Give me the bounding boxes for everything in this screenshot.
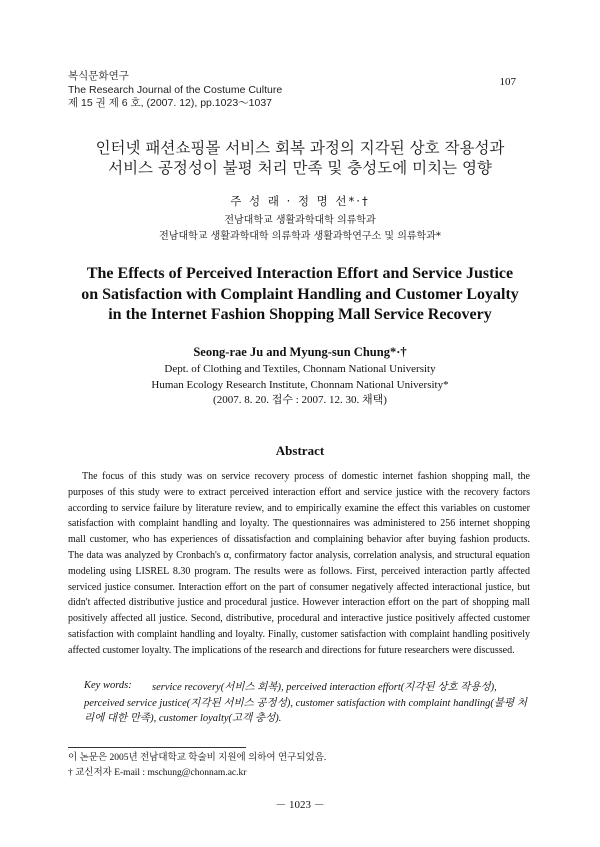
title-ko-line2: 서비스 공정성이 불평 처리 만족 및 충성도에 미치는 영향 bbox=[108, 159, 492, 177]
title-en-line1: The Effects of Perceived Interaction Effort and Service Justice bbox=[86, 265, 514, 282]
title-english bbox=[0, 264, 600, 326]
journal-name-ko: 복식문화연구 bbox=[68, 70, 129, 82]
authors-korean: 주 성 래 · 정 명 선*·† bbox=[230, 194, 370, 208]
authors-english: Seong-rae Ju and Myung-sun Chung*·† bbox=[193, 345, 407, 359]
affiliations-english bbox=[0, 362, 600, 409]
journal-header bbox=[68, 70, 282, 111]
abstract-body: The focus of this study was on service recovery process of domestic internet fashion shopping mall, the purposes of this study were to extract perceived interaction effort and service justice with the recovery factors according to service failure by literature review, and to empirically examine the effect this variables on customer satisfaction with complaint handling and loyalty. The questionnaires was administered to 256 internet shopping mall customer, who has experiences of dissatisfaction and complaining behavior after buying fashion products. The data was analyzed by Cronbach's α, confirmatory factor analysis, correlation analysis, and structural equation modeling using LISREL 8.30 program. The results were as follows. First, perceived interaction partly affected serviced justice consumer. Interaction effort on the part of consumer negatively affected interactional justice, but didn't affected distributive justice and procedural justice. However interaction effort on the part of shopping mall positively affected all justice. Second, distributive, procedural and interactive justice positively affected customer satisfaction with complaint handling and loyalty. Finally, customer satisfaction with complaint handling positively affected customer loyalty. The implications of the research and directions for future researchers were discussed. bbox=[68, 471, 530, 656]
abstract-heading: Abstract bbox=[275, 443, 325, 458]
journal-volume: 제 15 권 제 6 호, (2007. 12), pp.1023～1037 bbox=[68, 97, 273, 109]
title-en-line2: on Satisfaction with Complaint Handling and Customer Loyalty bbox=[81, 285, 519, 303]
keywords-label: Key words: bbox=[84, 680, 132, 691]
affil-en-line1: Dept. of Clothing and Textiles, Chonnam National University bbox=[164, 363, 436, 375]
affil-en-line2: Human Ecology Research Institute, Chonnam National University* bbox=[151, 378, 449, 391]
footnote-divider bbox=[68, 747, 246, 748]
received-dates: (2007. 8. 20. 접수 : 2007. 12. 30. 채택) bbox=[213, 394, 387, 406]
title-korean bbox=[0, 138, 600, 178]
footnote-corresponding: † 교신저자 E-mail : mschung@chonnam.ac.kr bbox=[68, 768, 247, 778]
affiliations-korean bbox=[0, 213, 600, 244]
affil-ko-line1: 전남대학교 생활과학대학 의류학과 bbox=[224, 215, 376, 226]
journal-name-en: The Research Journal of the Costume Culture bbox=[68, 83, 283, 96]
keywords-text: service recovery(서비스 회복), perceived interaction effort(지각된 상호 작용성), perceived service justice(지각된 서비스 공정성), customer satisfaction with complaint handling(불평 처리에 대한 만족), customer loyalty(고객 충성). bbox=[84, 682, 527, 724]
page-number-footer: － 1023 － bbox=[275, 799, 325, 811]
title-en-line3: in the Internet Fashion Shopping Mall Service Recovery bbox=[108, 306, 492, 323]
affil-ko-line2: 전남대학교 생활과학대학 의류학과 생활과학연구소 및 의류학과* bbox=[159, 230, 441, 242]
page-number-top: 107 bbox=[499, 76, 516, 88]
title-ko-line1: 인터넷 패션쇼핑몰 서비스 회복 과정의 지각된 상호 작용성과 bbox=[95, 139, 505, 157]
footnote-funding: 이 논문은 2005년 전남대학교 학술비 지원에 의하여 연구되었음. bbox=[68, 753, 327, 763]
